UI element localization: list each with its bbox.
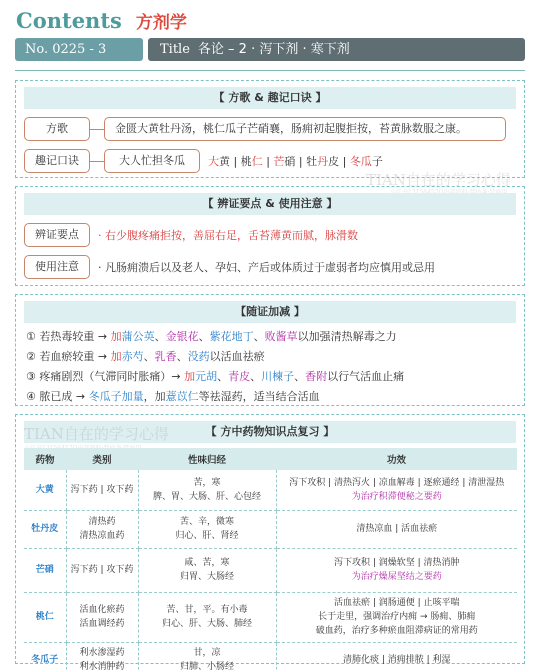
separator: 、 [217, 370, 229, 383]
table-row [24, 510, 517, 548]
item-number: ① [26, 330, 40, 343]
herb-name: 乳香 [154, 350, 177, 363]
separator: 、 [294, 370, 306, 383]
cell-line: 活血祛瘀 | 润肠通便 | 止咳平喘 [333, 598, 460, 608]
cell-line: 大黄 [35, 484, 54, 495]
herb-name: 蒲公英 [121, 330, 155, 343]
title-text: 各论 – 2 · 泻下剂 · 寒下剂 [197, 42, 350, 57]
cell-line: 泻下攻积 | 清热泻火 | 凉血解毒 | 逐瘀通经 | 清泄湿热 [289, 477, 505, 488]
effect-text: 以行气活血止痛 [327, 370, 405, 383]
table-row [24, 470, 517, 510]
cell-line: 苦、甘，平。有小毒 [166, 605, 248, 615]
knowledge-heading: 【 方中药物知识点复习 】 [24, 421, 516, 443]
herb-key-char: 仁 [251, 155, 263, 168]
herb-part: 黄 [219, 155, 230, 168]
herb-key-char: 大 [208, 155, 219, 168]
effect-highlight: 为治疗燥屎坚结之要药 [351, 572, 442, 582]
herb-part: 硝 [284, 155, 296, 168]
effect-cell [276, 642, 517, 671]
quji-label: 趣记口诀 [24, 149, 90, 173]
effect-cell [276, 510, 517, 548]
category-cell [66, 510, 138, 548]
fangge-text: 金匮大黄牡丹汤，桃仁瓜子芒硝襄，肠痈初起腹拒按，苔黄脉数服之康。 [104, 117, 506, 141]
modify-item [26, 367, 404, 387]
herb-name: 金银花 [165, 330, 199, 343]
condition-text: 疼痛剧烈（气滞同时胀痛）→ [39, 370, 185, 383]
effect-cell [276, 592, 517, 642]
item-number: ② [26, 350, 40, 363]
modify-list [26, 327, 404, 407]
zhuyi-label: 使用注意 [24, 255, 90, 279]
herb-key-char: 丹 [317, 155, 329, 168]
watermark: TIAN自在的学习心得 [24, 425, 169, 443]
cell-line: 甘，凉 [193, 648, 221, 658]
table-row [24, 592, 517, 642]
herb-name: 薏苡仁 [165, 390, 199, 403]
category-cell [66, 642, 138, 671]
add-text: 加 [110, 350, 122, 363]
herb-name: 赤芍 [121, 350, 144, 363]
category-cell [66, 548, 138, 592]
condition-text: 脓已成 → [39, 390, 89, 403]
effect-text: 以活血祛瘀 [209, 350, 265, 363]
separator: 、 [250, 370, 262, 383]
effect-highlight: 为治疗积滞便秘之要药 [351, 491, 442, 502]
item-number: ③ [26, 370, 40, 383]
separator: 、 [143, 350, 155, 363]
cell-line: 清肺化痰 | 消痈排脓 | 利湿 [342, 655, 451, 665]
bianzheng-label: 辨证要点 [24, 223, 90, 247]
modify-item [26, 347, 404, 367]
divider [15, 70, 525, 71]
song-heading: 【 方歌 & 趣记口诀 】 [24, 87, 516, 109]
separator: 、 [176, 350, 188, 363]
quji-text: 大人忙担冬瓜 [104, 149, 200, 173]
cell-line: 清热凉血 | 活血祛瘀 [356, 524, 438, 534]
table-header-row [24, 448, 517, 470]
separator: 、 [253, 330, 265, 343]
connector-line [90, 161, 104, 162]
contents-title: Contents [16, 8, 122, 33]
cell-line: 清热药 [88, 517, 116, 527]
table-row [24, 548, 517, 592]
herb-name-cell [24, 592, 66, 642]
cell-line: 芒硝 [35, 565, 54, 575]
effect-text: 等祛湿药，适当结合活血 [198, 390, 320, 403]
bianzheng-text: · 右少腹疼痛拒按，善屈右足，舌苔薄黄而腻，脉滑数 [98, 229, 358, 242]
herb-name-cell [24, 510, 66, 548]
quji-mapping [208, 153, 383, 169]
modify-heading: 【随证加减 】 [24, 301, 516, 323]
cell-line: 长于走里，强调治疗内痈 → 肠痈、肺痈 [318, 612, 476, 622]
herb-name: 败酱草 [264, 330, 298, 343]
cell-line: 活血化瘀药 [79, 605, 125, 615]
effect-cell [276, 548, 517, 592]
herb-name: 冬瓜子加量 [88, 390, 144, 403]
effect-text: 以加强清热解毒之力 [297, 330, 397, 343]
cell-line: 破血药，治疗多种瘀血阻滞病证的常用药 [315, 626, 478, 636]
taste-cell [138, 470, 276, 510]
separator: | [230, 155, 241, 168]
herb-name-cell [24, 470, 66, 510]
zhuyi-text: · 凡肠痈溃后以及老人、孕妇、产后或体质过于虚弱者均应慎用或忌用 [98, 261, 435, 274]
add-text: 加 [110, 330, 122, 343]
herb-part: 桃 [240, 155, 252, 168]
herb-name: 川楝子 [261, 370, 295, 383]
column-header: 类别 [66, 448, 138, 470]
cell-line: 泻下攻积 | 润燥软坚 | 清热消肿 [333, 558, 460, 568]
cell-line: 咸、苦，寒 [184, 558, 230, 568]
effect-text: ，加 [143, 390, 166, 403]
cell-line: 苦、辛，微寒 [179, 517, 234, 527]
cell-line: 活血调经药 [79, 619, 125, 629]
herb-name-cell [24, 548, 66, 592]
connector-line [90, 129, 104, 130]
cell-line: 利水消肿药 [79, 662, 125, 671]
cell-line: 冬瓜子 [31, 655, 59, 665]
herb-key-char: 芒 [273, 155, 285, 168]
column-header: 功效 [276, 448, 517, 470]
condition-text: 若血瘀较重 → [39, 350, 111, 363]
category-cell [66, 592, 138, 642]
note-number: No. 0225 - 3 [15, 38, 143, 61]
herb-part: 牡 [306, 155, 318, 168]
herb-name: 元胡 [195, 370, 218, 383]
modify-item [26, 387, 404, 407]
knowledge-section [15, 414, 525, 671]
herb-name: 青皮 [228, 370, 251, 383]
herb-name: 紫花地丁 [209, 330, 254, 343]
add-text: 加 [184, 370, 196, 383]
cell-line: 泻下药 | 攻下药 [70, 484, 134, 495]
cell-line: 牡丹皮 [31, 524, 59, 534]
separator: | [262, 155, 274, 168]
separator: 、 [154, 330, 166, 343]
taste-cell [138, 642, 276, 671]
taste-cell [138, 510, 276, 548]
cell-line: 归心、肝、肾经 [175, 531, 239, 541]
table-row [24, 642, 517, 671]
modify-section [15, 294, 525, 406]
title-bar [148, 38, 525, 61]
points-heading: 【 辨证要点 & 使用注意 】 [24, 193, 516, 215]
points-section [15, 186, 525, 286]
separator: 、 [198, 330, 210, 343]
cell-line: 脾、胃、大肠、肝、心包经 [152, 491, 261, 502]
watermark: TIAN自在的学习心得 [366, 171, 511, 189]
herb-key-char: 冬瓜 [349, 155, 372, 168]
fangge-label: 方歌 [24, 117, 90, 141]
column-header: 药物 [24, 448, 66, 470]
category-cell [66, 470, 138, 510]
herb-table [24, 448, 517, 671]
column-header: 性味归经 [138, 448, 276, 470]
herb-part: 子 [371, 155, 383, 168]
separator: | [339, 155, 350, 168]
cell-line: 桃仁 [35, 612, 54, 622]
herb-part: 皮 [328, 155, 340, 168]
taste-cell [138, 592, 276, 642]
taste-cell [138, 548, 276, 592]
effect-cell [276, 470, 517, 510]
item-number: ④ [26, 390, 40, 403]
condition-text: 若热毒较重 → [39, 330, 111, 343]
subject-title: 方剂学 [135, 13, 187, 33]
cell-line: 利水渗湿药 [79, 648, 125, 658]
page-header [16, 8, 187, 38]
cell-line: 清热凉血药 [79, 531, 125, 541]
title-label: Title [160, 42, 190, 57]
modify-item [26, 327, 404, 347]
cell-line: 苦，寒 [193, 477, 221, 488]
cell-line: 归心、肝、大肠、肺经 [161, 619, 252, 629]
cell-line: 泻下药 | 攻下药 [70, 565, 134, 575]
herb-name-cell [24, 642, 66, 671]
herb-name: 没药 [187, 350, 210, 363]
herb-name: 香附 [305, 370, 328, 383]
song-section [15, 80, 525, 189]
cell-line: 归胃、大肠经 [179, 572, 234, 582]
separator: | [295, 155, 307, 168]
cell-line: 归肺、小肠经 [179, 662, 234, 671]
